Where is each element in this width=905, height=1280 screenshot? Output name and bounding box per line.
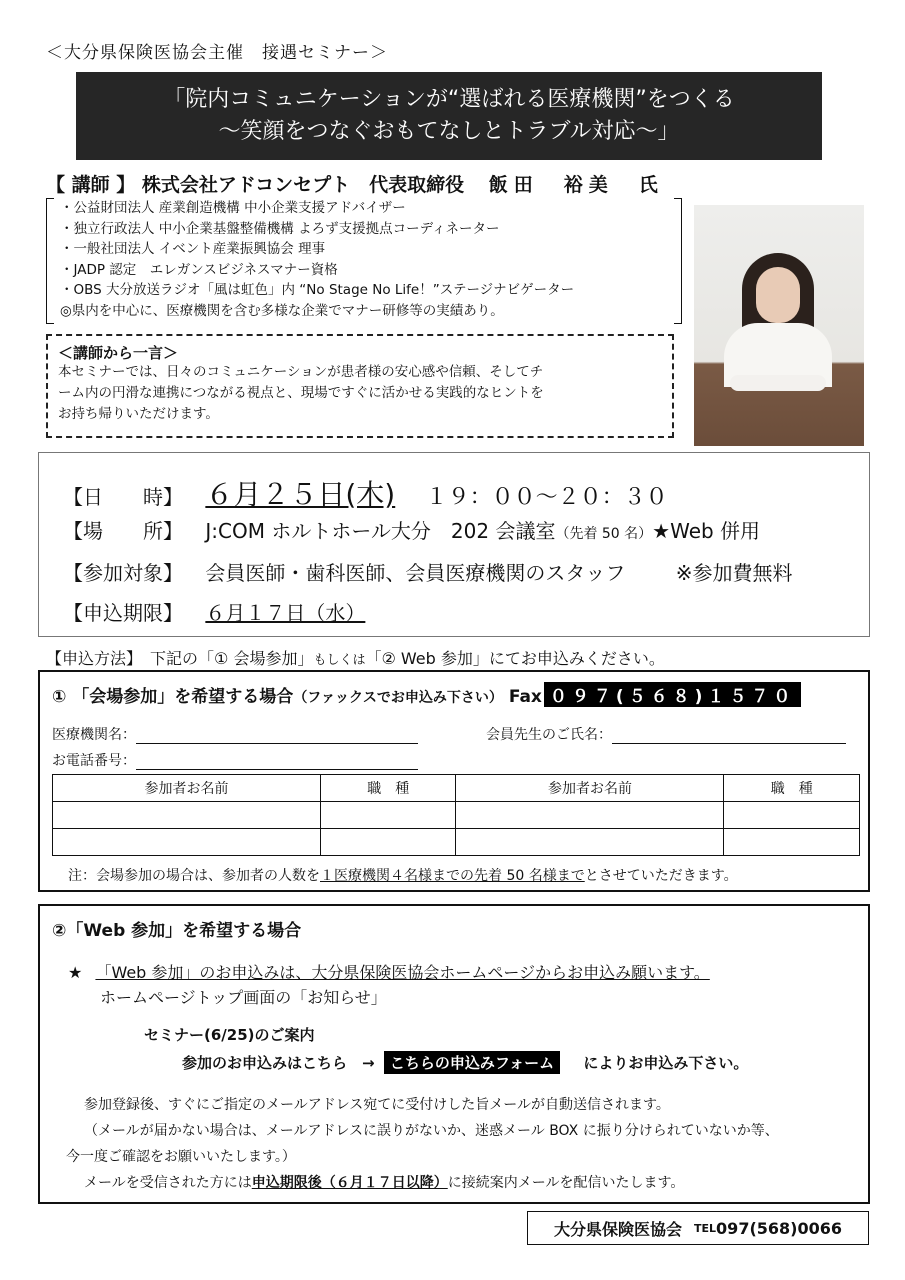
event-details-box <box>38 452 870 637</box>
event-place-row <box>63 515 760 544</box>
lecturer-comment-box <box>46 334 674 438</box>
method-text-2: 「② Web 参加」にてお申込みください。 <box>365 649 665 668</box>
info-deadline: 申込期限後（６月１７日以降） <box>251 1175 448 1191</box>
participants-table <box>52 774 860 856</box>
web-instruction-line <box>68 960 710 983</box>
info-text: メールを受信された方には <box>84 1175 252 1191</box>
lecturer-label: 【 講師 】 <box>46 174 136 196</box>
phone-label: お電話番号： <box>52 753 136 769</box>
credential-item: ・公益財団法人 産業創造機構 中小企業支援アドバイザー <box>60 200 406 216</box>
credential-item: ◎県内を中心に、医療機関を含む多様な企業でマナー研修等の実績あり。 <box>60 302 504 319</box>
seminar-guide-title: セミナー(6/25)のご案内 <box>144 1026 315 1044</box>
venue-application-box <box>38 670 870 892</box>
table-cell[interactable] <box>724 829 860 856</box>
venue-heading-sub: （ファックスでお申込み下さい） <box>293 690 503 706</box>
target-label: 【参加対象】 <box>63 561 183 585</box>
venue-heading-text: ① 「会場参加」を希望する場合 <box>52 687 294 707</box>
table-row <box>53 802 860 829</box>
event-target-row <box>63 557 792 586</box>
bracket-left <box>46 198 54 324</box>
credential-item: ・OBS 大分放送ラジオ「風は虹色」内 “No Stage No Life！”ステージナビゲーター <box>60 282 575 298</box>
table-cell[interactable] <box>320 829 456 856</box>
comment-line: ーム内の円滑な連携につながる視点と、現場ですぐに活かせる実践的なヒントを <box>58 385 544 401</box>
lecturer-name: 飯田 裕美 氏 <box>488 174 664 196</box>
venue-note <box>68 865 738 885</box>
credential-item: ・独立行政法人 中小企業基盤整備機構 よろず支援拠点コーディネーター <box>60 220 500 237</box>
seminar-title-line-2: ～笑顔をつなぐおもてなしとトラブル対応～」 <box>218 119 680 144</box>
note-text: 注：会場参加の場合は、参加者の人数を <box>68 868 320 884</box>
institution-label: 医療機関名： <box>52 727 136 743</box>
table-row <box>53 829 860 856</box>
application-form-link[interactable]: こちらの申込みフォーム <box>384 1051 560 1074</box>
event-date-row <box>63 473 668 513</box>
table-cell[interactable] <box>724 802 860 829</box>
info-line: 参加登録後、すぐにご指定のメールアドレス宛てに受付けした旨メールが自動送信されます。 <box>84 1097 670 1113</box>
comment-line: お持ち帰りいただけます。 <box>58 406 219 422</box>
star-icon: ★ <box>68 963 83 982</box>
doctor-name-label: 会員先生のご氏名： <box>486 727 612 743</box>
doctor-name-field[interactable] <box>486 724 846 744</box>
comment-title: ＜講師から一言＞ <box>58 344 179 362</box>
credential-item: ・一般社団法人 イベント産業振興協会 理事 <box>60 241 326 257</box>
footer-tel-label: TEL <box>694 1221 717 1235</box>
apply-text-2: によりお申込み下さい。 <box>583 1054 749 1072</box>
deadline-label: 【申込期限】 <box>63 601 183 625</box>
method-label: 【申込方法】 <box>46 649 135 668</box>
table-header-row <box>53 775 860 802</box>
footer-tel: 097(568)0066 <box>716 1218 842 1238</box>
table-cell[interactable] <box>456 802 724 829</box>
web-heading: ②「Web 参加」を希望する場合 <box>52 921 302 941</box>
lecturer-line <box>46 170 664 197</box>
info-line-connection <box>84 1172 684 1192</box>
contact-footer <box>527 1211 869 1245</box>
table-cell[interactable] <box>456 829 724 856</box>
seminar-title-line-1: 「院内コミュニケーションが“選ばれる医療機関”をつくる <box>163 87 735 112</box>
event-web-note: ★Web 併用 <box>652 519 761 543</box>
event-deadline: ６月１７日（水） <box>205 601 366 625</box>
lecturer-credentials <box>46 198 682 324</box>
table-header: 職 種 <box>724 775 860 802</box>
organizer-line: ＜大分県保険医協会主催 接遇セミナー＞ <box>46 43 388 63</box>
event-capacity: （先着 50 名） <box>555 526 653 542</box>
table-header: 職 種 <box>320 775 456 802</box>
info-text-2: に接続案内メールを配信いたします。 <box>447 1175 685 1191</box>
apply-line <box>182 1051 748 1074</box>
table-cell[interactable] <box>53 829 321 856</box>
application-method <box>46 646 665 669</box>
lecturer-photo <box>694 205 864 446</box>
table-cell[interactable] <box>53 802 321 829</box>
info-line: （メールが届かない場合は、メールアドレスに誤りがないか、迷惑メール BOX に振り分けられていないか等、 <box>84 1123 779 1139</box>
apply-text: 参加のお申込みはこちら → <box>182 1054 375 1072</box>
info-line: 今一度ご確認をお願いいたします。） <box>66 1149 296 1165</box>
bracket-right <box>674 198 682 324</box>
footer-org: 大分県保険医協会 <box>554 1219 683 1239</box>
date-label: 【日 時】 <box>63 485 183 509</box>
method-or: もしくは <box>313 653 366 668</box>
event-place: J:COM ホルトホール大分 202 会議室 <box>205 519 556 543</box>
comment-line: 本セミナーでは、日々のコミュニケーションが患者様の安心感や信頼、そしてチ <box>58 364 544 380</box>
table-cell[interactable] <box>320 802 456 829</box>
event-target: 会員医師・歯科医師、会員医療機関のスタッフ <box>205 561 626 585</box>
note-text-2: とさせていただきます。 <box>584 868 738 884</box>
fax-number: ０９７(５６８)１５７０ <box>544 682 802 707</box>
doctor-name-input-line[interactable] <box>612 728 846 744</box>
event-deadline-row <box>63 597 365 626</box>
institution-input-line[interactable] <box>136 728 418 744</box>
credentials-list <box>60 198 574 321</box>
venue-heading <box>52 682 801 707</box>
event-fee: ※参加費無料 <box>675 561 793 585</box>
lecturer-company: 株式会社アドコンセプト 代表取締役 <box>141 174 465 196</box>
credential-item: ・JADP 認定 エレガンスビジネスマナー資格 <box>60 261 338 278</box>
table-header: 参加者お名前 <box>53 775 321 802</box>
place-label: 【場 所】 <box>63 519 183 543</box>
phone-field[interactable] <box>52 750 418 770</box>
table-header: 参加者お名前 <box>456 775 724 802</box>
web-instruction: 「Web 参加」のお申込みは、大分県保険医協会ホームページからお申込み願います。 <box>95 963 710 982</box>
homepage-notice: ホームページトップ画面の「お知らせ」 <box>100 988 387 1007</box>
photo-arms <box>730 375 826 391</box>
seminar-title-box <box>76 72 822 160</box>
phone-input-line[interactable] <box>136 754 418 770</box>
institution-field[interactable] <box>52 724 418 744</box>
event-date: ６月２５日(木) <box>205 478 396 511</box>
fax-label: Fax <box>508 687 542 707</box>
event-time: １９：００～２０：３０ <box>425 485 668 510</box>
note-limit: １医療機関４名様までの先着 50 名様まで <box>320 868 585 884</box>
method-text: 下記の「① 会場参加」 <box>134 649 314 668</box>
photo-face <box>756 267 800 323</box>
web-application-box <box>38 904 870 1204</box>
